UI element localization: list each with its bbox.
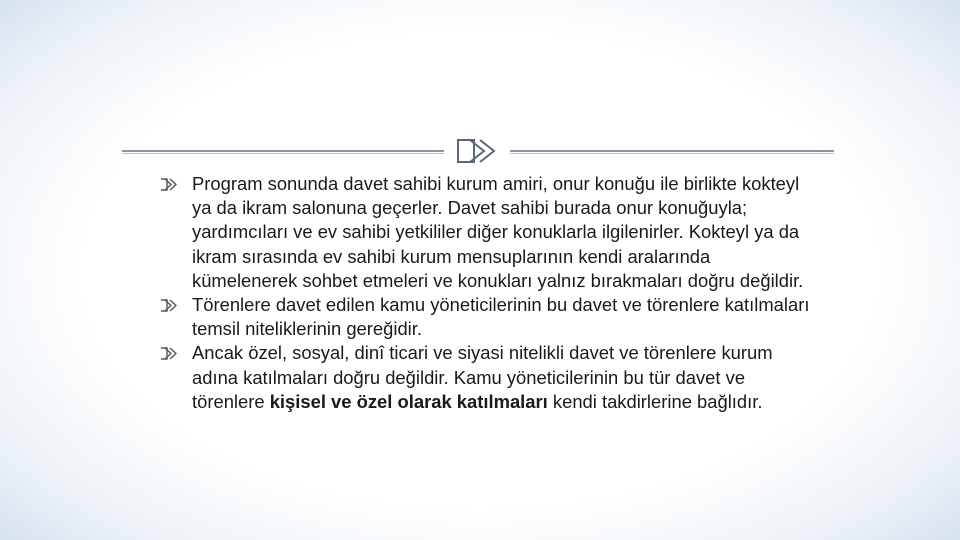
divider-line-right [510,150,834,152]
bullet-text-bold: kişisel ve özel olarak katılmaları [269,390,548,412]
double-chevron-bullet-icon [160,347,180,360]
bullet-text: Program sonunda davet sahibi kurum amiri, onur konuğu ile birlikte kokteyl ya da ikram salonuna geçerler. Davet sahibi burada onur konuğuyla; yardımcıları ve ev sahibi yetkililer diğer konuklarla ilgilenirler. Kokteyl ya da ikram sırasında ev sahibi kurum mensuplarının kendi aralarında kümelenerek sohbet etmeleri ve konukları yalnız bırakmaları doğru değildir. [192,173,804,291]
double-chevron-ornament-icon [454,134,500,168]
bullet-item [160,172,810,293]
bullet-text-part: kendi takdirlerine bağlıdır. [547,390,763,412]
bullet-item [160,293,810,341]
double-chevron-bullet-icon [160,178,180,191]
divider-line-left [122,150,444,152]
bullet-list [160,172,810,414]
bullet-item [160,341,810,414]
bullet-text-part: Ancak özel, sosyal, dinî ticari ve siyasi nitelikli davet ve törenlere kurum adına katılmaları doğru değildir. Kamu yöneticilerinin bu tür davet ve törenlere [192,342,773,412]
double-chevron-bullet-icon [160,299,180,312]
bullet-text: Törenlere davet edilen kamu yöneticilerinin bu davet ve törenlere katılmaları temsil niteliklerinin gereğidir. [192,294,810,340]
